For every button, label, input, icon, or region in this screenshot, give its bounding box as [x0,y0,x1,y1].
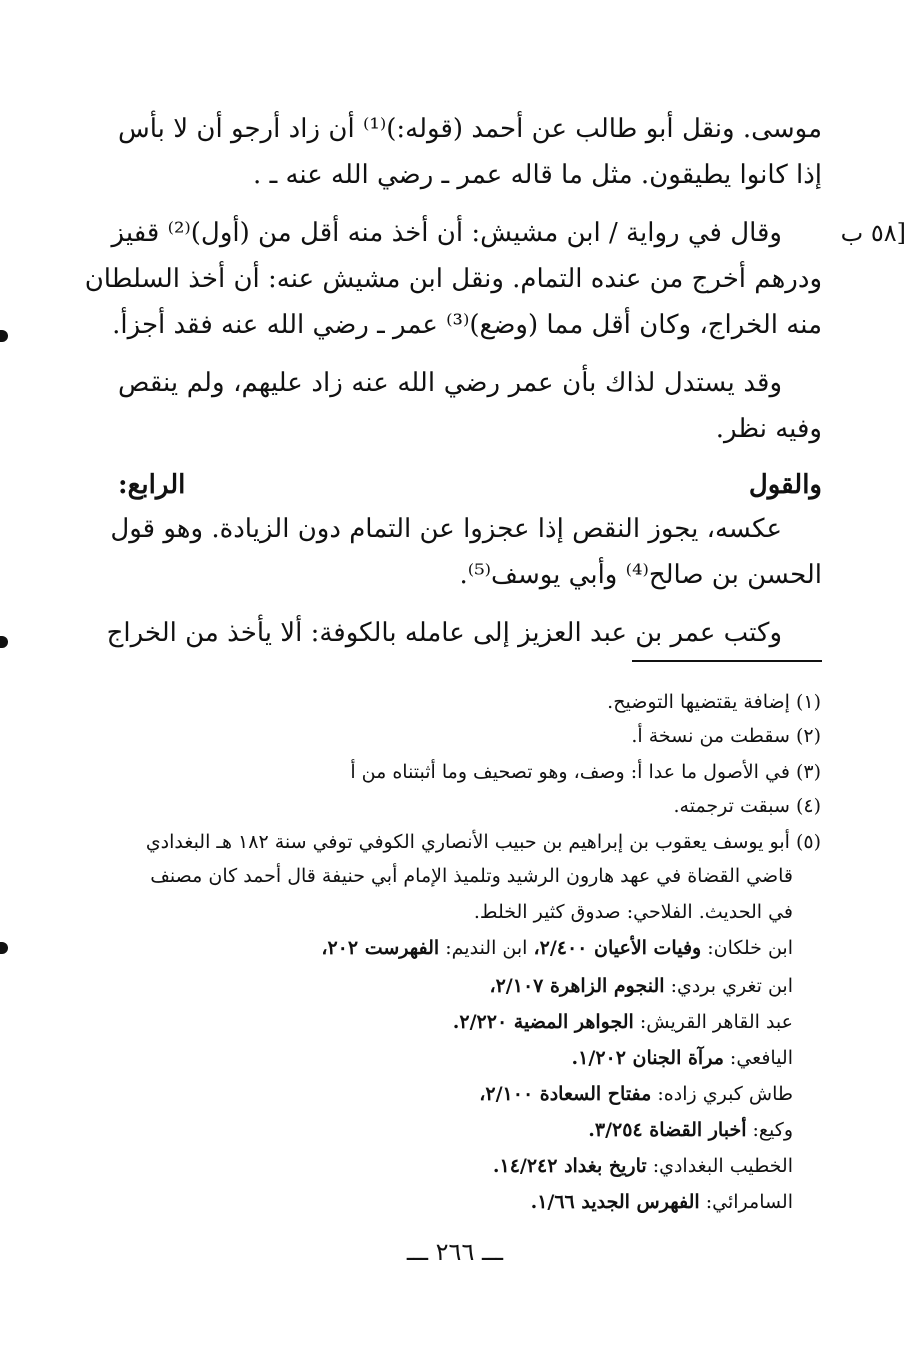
reference-line [453,1010,793,1034]
reference-line [321,936,793,960]
text-line: إذا كانوا يطيقون. مثل ما قاله عمر ـ رضي الله عنه ـ . [253,160,822,190]
reference-line [493,1154,793,1178]
text-line: وفيه نظر. [715,414,822,444]
reference-work: الجواهر المضية ٢/٢٢٠. [452,1011,634,1033]
reference-line [479,1082,793,1106]
footnote-continuation: قاضي القضاة في عهد هارون الرشيد وتلميذ الإمام أبي حنيفة قال أحمد كان مصنف [150,865,793,887]
reference-line [531,1190,793,1214]
scan-edge-mark [0,330,8,342]
reference-author: ابن تغري بردي: [664,975,793,997]
reference-author: ابن خلكان: [701,937,793,959]
reference-author: طاش كبري زاده: [651,1083,793,1105]
reference-author: عبد القاهر القريش: [633,1011,793,1033]
text-line: وقد يستدل لذاك بأن عمر رضي الله عنه زاد عليهم، ولم ينقص [118,368,782,398]
reference-author: ابن النديم: [439,937,534,959]
reference-work: مفتاح السعادة ٢/١٠٠، [479,1083,652,1105]
reference-work: الفهرس الجديد ١/٦٦. [530,1191,700,1213]
footnote: (٥) أبو يوسف يعقوب بن إبراهيم بن حبيب الأنصاري الكوفي توفي سنة ١٨٢ هـ البغدادي [145,831,821,853]
reference-work: أخبار القضاة ٣/٢٥٤. [588,1119,747,1141]
footnote: (٤) سبقت ترجمته. [673,795,821,817]
section-heading: والقول الرابع: [118,470,822,500]
reference-author: السامرائي: [699,1191,793,1213]
reference-work: الفهرست ٢٠٢، [321,937,440,959]
footnote: (٣) في الأصول ما عدا أ: وصف، وهو تصحيف وما أثبتناه من أ [350,761,821,783]
reference-line [572,1046,793,1070]
scan-edge-mark [0,942,8,954]
text-line: ودرهم أخرج من عنده التمام. ونقل ابن مشيش عنه: أن أخذ السلطان [84,264,822,294]
reference-author: وكيع: [746,1119,793,1141]
reference-work: مرآة الجنان ١/٢٠٢. [571,1047,724,1069]
reference-line [489,974,793,998]
footnote-continuation: في الحديث. الفلاحي: صدوق كثير الخلط. [473,901,793,923]
footnote: (٢) سقطت من نسخة أ. [631,725,821,747]
text-line: منه الخراج، وكان أقل مما (وضع)⁽³⁾ عمر ـ رضي الله عنه فقد أجزأ. [112,310,822,340]
footnote: (١) إضافة يقتضيها التوضيح. [607,691,821,713]
text-line: عكسه، يجوز النقص إذا عجزوا عن التمام دون الزيادة. وهو قول [110,514,782,544]
text-line: الحسن بن صالح⁽⁴⁾ وأبي يوسف⁽⁵⁾. [459,560,822,590]
text-line: موسى. ونقل أبو طالب عن أحمد (قوله:)⁽¹⁾ أن زاد أرجو أن لا بأس [118,114,822,144]
scan-edge-mark [0,636,8,648]
reference-author: اليافعي: [723,1047,793,1069]
reference-work: تاريخ بغداد ١٤/٢٤٢. [492,1155,647,1177]
text-line: وكتب عمر بن عبد العزيز إلى عامله بالكوفة: ألا يأخذ من الخراج [106,618,782,648]
reference-author: الخطيب البغدادي: [646,1155,793,1177]
reference-work: وفيات الأعيان ٢/٤٠٠، [533,937,702,959]
reference-work: النجوم الزاهرة ٢/١٠٧، [489,975,665,997]
margin-folio-reference: [٥٨ ب [840,219,906,247]
footnote-divider [632,660,822,662]
text-line: وقال في رواية / ابن مشيش: أن أخذ منه أقل من (أول)⁽²⁾ قفيز [111,218,782,248]
reference-line [588,1118,793,1142]
page-number: ـــ ٢٦٦ ـــ [406,1238,504,1266]
